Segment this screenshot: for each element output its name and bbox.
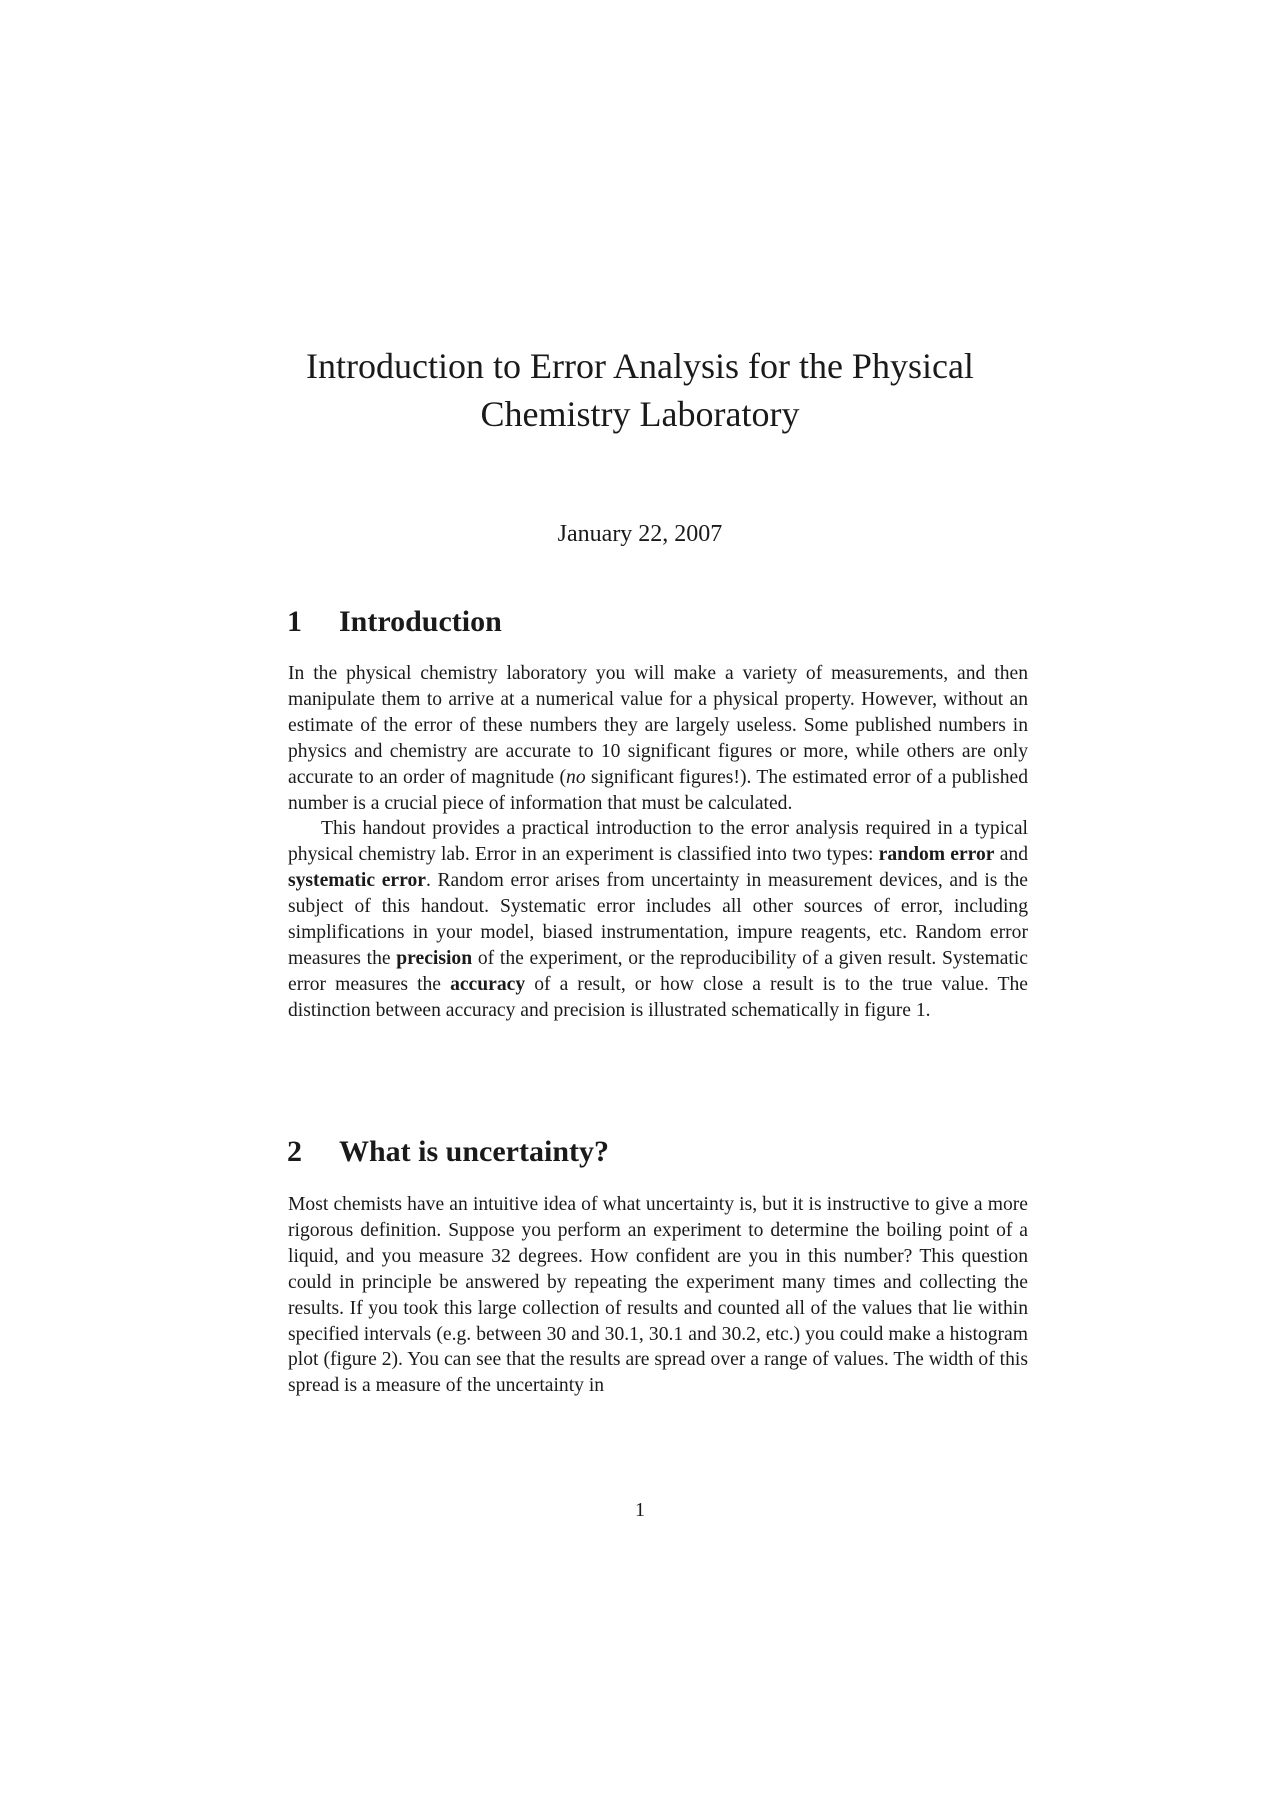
- text-run: . Random error arises from uncertainty in measurement devices, and is the subject of this handout. Systematic error includes all other sources of error, including simplifications in your model, biased instrumentation, impure reagents, etc. Random error measures the: [288, 870, 1028, 969]
- bold-term-random-error: random error: [878, 844, 995, 866]
- text-run: of a result, or how close a result is to the true value. The distinction between accuracy and precision is illustrated schematically in figure 1.: [288, 973, 1028, 1021]
- paragraph: Most chemists have an intuitive idea of what uncertainty is, but it is instructive to give a more rigorous definition. Suppose you perform an experiment to determine the boiling point of a liquid, and you measure 32 degrees. How confident are you in this number? This question could in principle be answered by repeating the experiment many times and collecting the results. If you took this large collection of results and counted all of the values that lie within specified intervals (e.g. between 30 and 30.1, 30.1 and 30.2, etc.) you could make a histogram plot (figure 2). You can see that the results are spread over a range of values. The width of this spread is a measure of the uncertainty in: [288, 1194, 1028, 1397]
- introduction-body: [288, 661, 1028, 1024]
- text-run: of the experiment, or the reproducibility of a given result. Systematic error measures the: [288, 947, 1028, 995]
- title-line-1: Introduction to Error Analysis for the Physical: [306, 346, 974, 386]
- document-title: [240, 342, 1040, 438]
- text-run: This handout provides a practical introduction to the error analysis required in a typical physical chemistry lab. Error in an experiment is classified into two types:: [288, 818, 1028, 866]
- title-line-2: Chemistry Laboratory: [480, 394, 800, 434]
- bold-term-precision: precision: [396, 947, 473, 969]
- paragraph: [288, 816, 1028, 1023]
- emphasis-text: no: [566, 766, 586, 788]
- section-title: What is uncertainty?: [339, 1135, 609, 1168]
- bold-term-systematic-error: systematic error: [288, 870, 426, 892]
- paragraph: [288, 661, 1028, 816]
- text-run: In the physical chemistry laboratory you will make a variety of measurements, and then manipulate them to arrive at a numerical value for a physical property. However, without an estimate of the error of these numbers they are largely useless. Some published numbers in physics and chemistry are accurate to 10 significant figures or more, while others are only accurate to an order of magnitude (: [288, 663, 1028, 788]
- section-heading-uncertainty: [287, 1134, 609, 1170]
- uncertainty-body: [288, 1192, 1028, 1399]
- text-run: significant figures!). The estimated error of a published number is a crucial piece of information that must be calculated.: [288, 766, 1028, 814]
- text-run: and: [994, 844, 1028, 866]
- document-date: January 22, 2007: [557, 521, 723, 547]
- section-title: Introduction: [339, 605, 502, 638]
- page-number: 1: [635, 1499, 645, 1521]
- section-number: 2: [287, 1135, 302, 1168]
- section-heading-introduction: [287, 604, 502, 640]
- bold-term-accuracy: accuracy: [450, 973, 526, 995]
- section-number: 1: [287, 605, 302, 638]
